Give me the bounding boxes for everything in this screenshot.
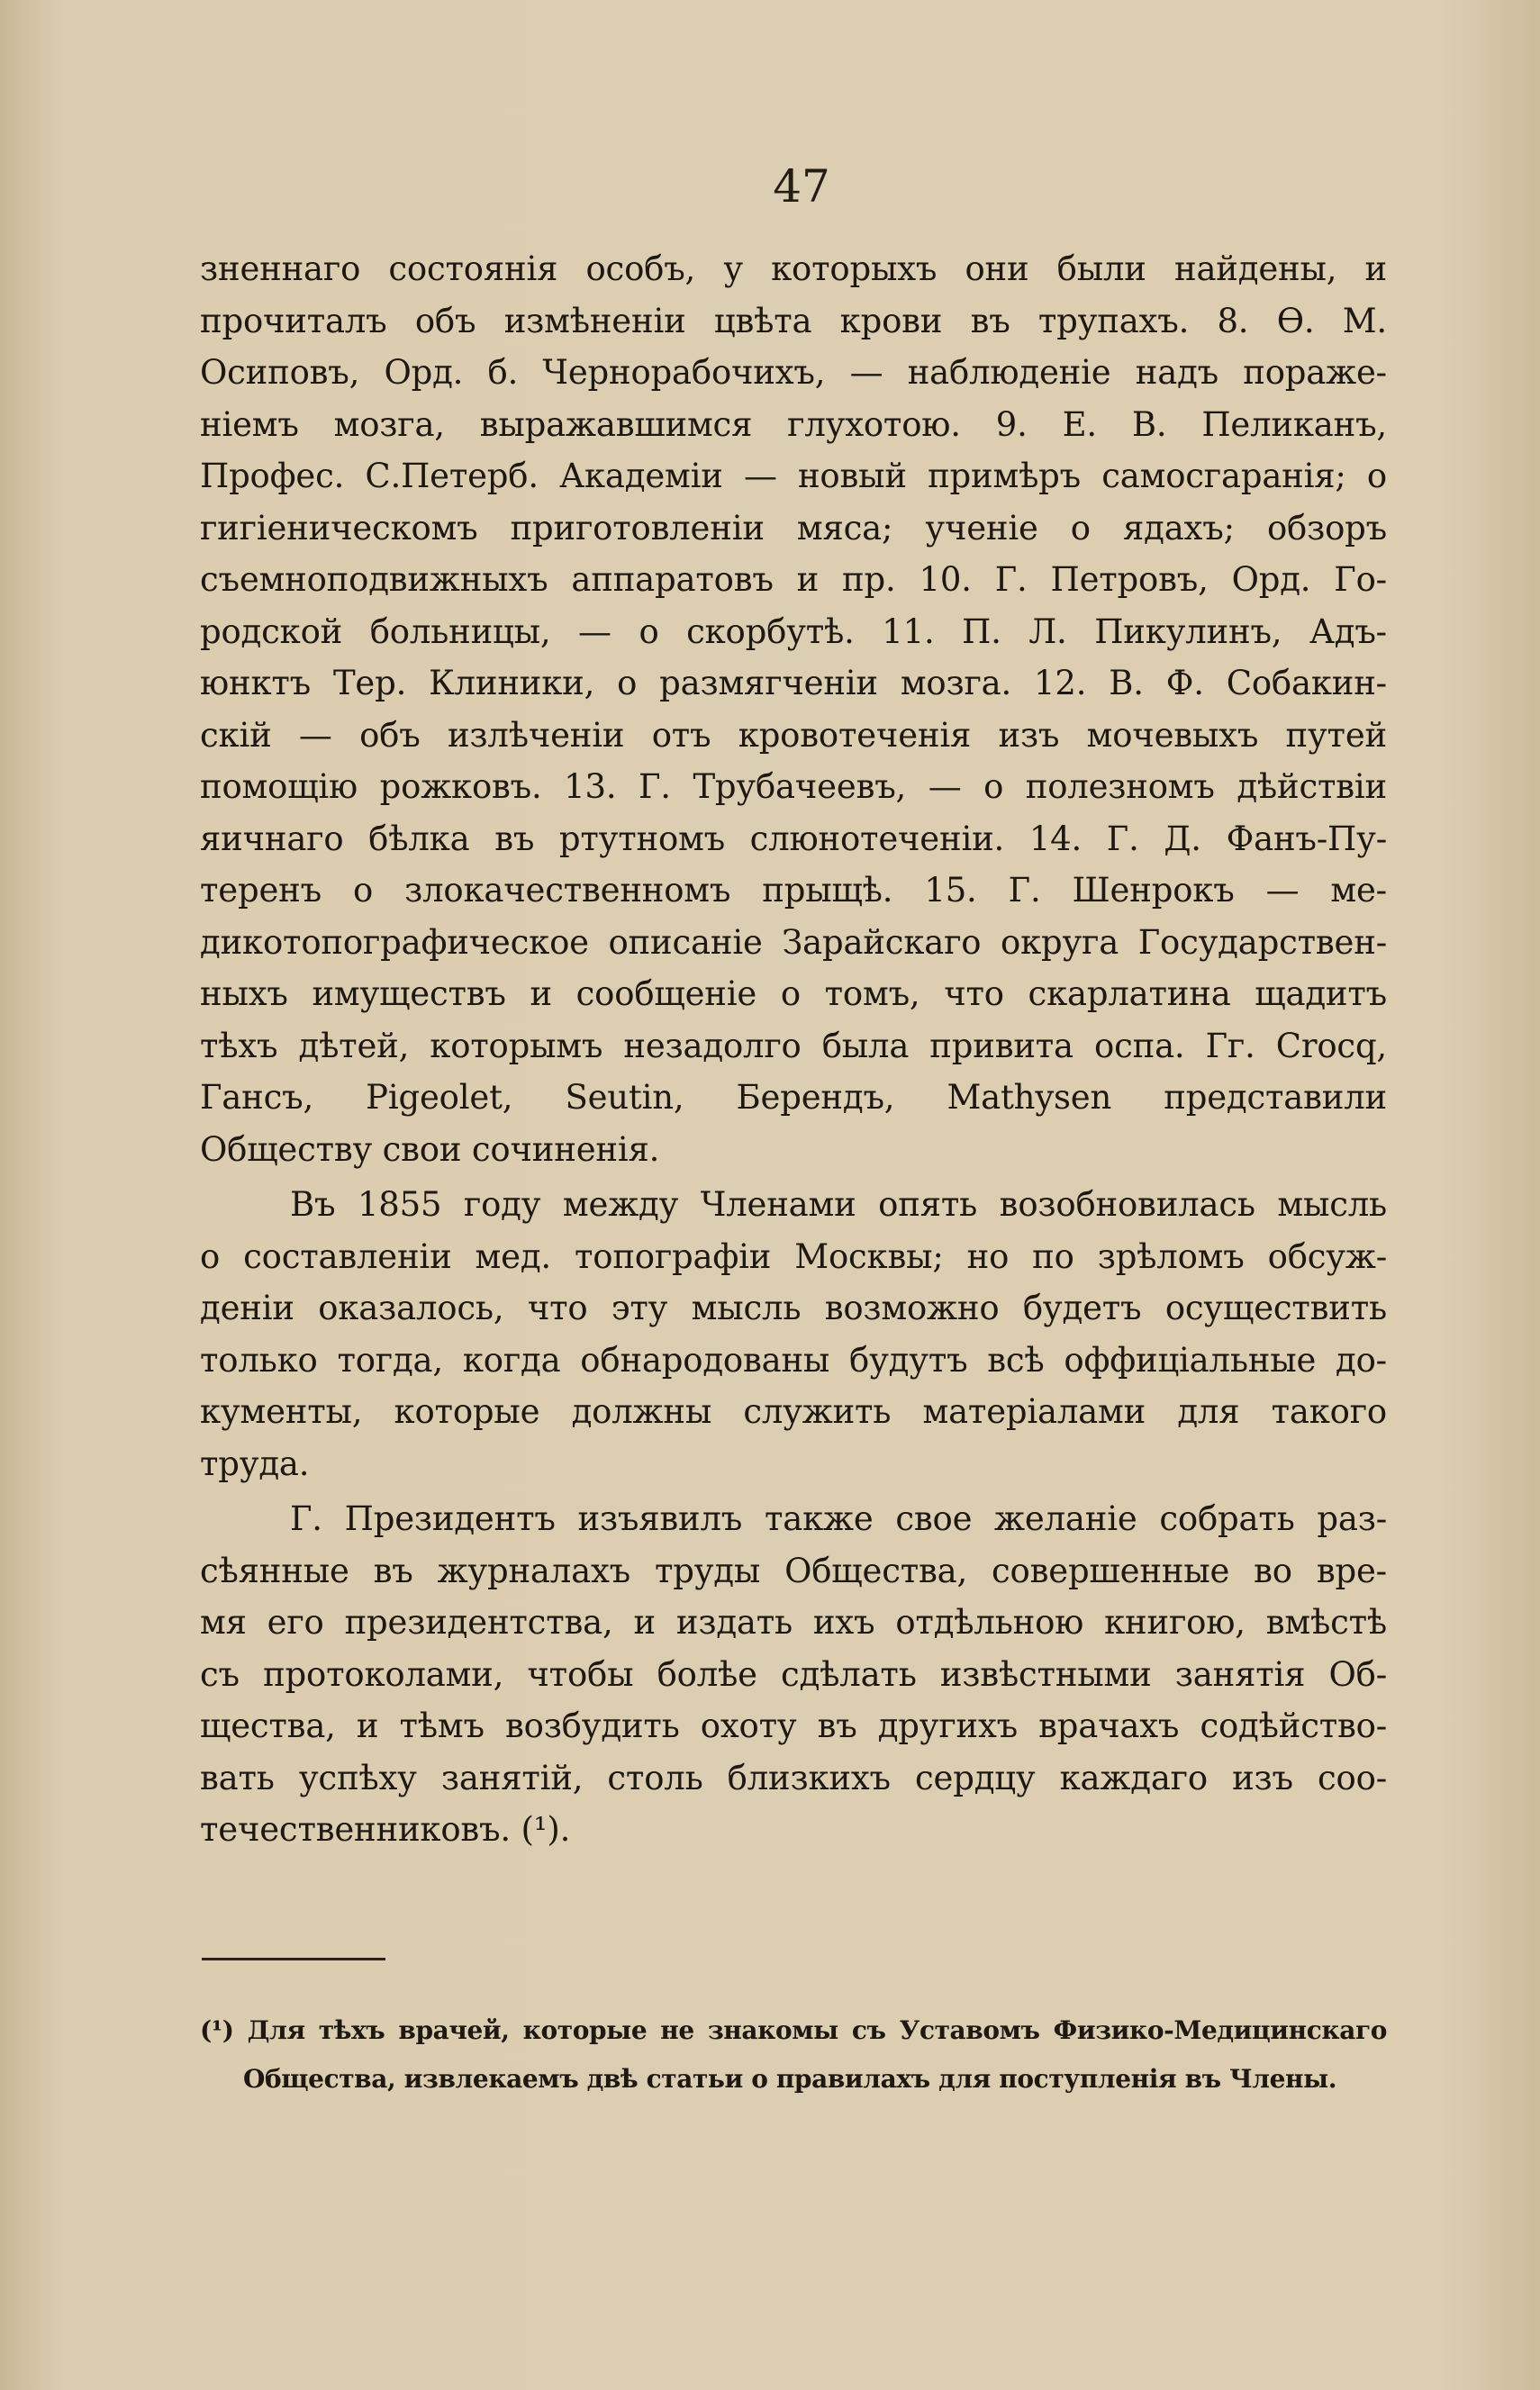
body-text — [200, 243, 1387, 1856]
text-line: сѣянные въ журналахъ труды Общества, совершенные во вре- — [200, 1551, 1387, 1590]
text-line: съемноподвижныхъ аппаратовъ и пр. 10. Г. Петровъ, Орд. Го- — [200, 560, 1387, 599]
text-line: тѣхъ дѣтей, которымъ незадолго была привита оспа. Гг. Crocq, — [200, 1026, 1387, 1065]
text-line: вать успѣху занятій, столь близкихъ сердцу каждаго изъ соо- — [200, 1758, 1387, 1797]
paragraph-1 — [200, 243, 1387, 1175]
text-line: зненнаго состоянія особъ, у которыхъ они были найдены, и — [200, 249, 1387, 288]
text-line: только тогда, когда обнародованы будутъ всѣ оффиціальные до- — [200, 1340, 1387, 1380]
text-line: Профес. С.Петерб. Академіи — новый примѣръ самосгаранія; о — [200, 457, 1387, 495]
text-line: прочиталъ объ измѣненіи цвѣта крови въ трупахъ. 8. Ѳ. М. — [200, 301, 1387, 340]
text-line: яичнаго бѣлка въ ртутномъ слюнотеченіи. 14. Г. Д. Фанъ-Пу- — [200, 819, 1387, 858]
text-line: о составленіи мед. топографіи Москвы; но по зрѣломъ обсуж- — [200, 1236, 1387, 1276]
text-line: Осиповъ, Орд. б. Чернорабочихъ, — наблюденіе надъ пораже- — [200, 353, 1387, 392]
footnote-line: (¹) Для тѣхъ врачей, которые не знакомы съ Уставомъ Физико-Медицинскаго — [200, 2015, 1387, 2045]
text-line: течественниковъ. (¹). — [200, 1810, 571, 1849]
page-number: 47 — [773, 160, 830, 213]
paragraph-2 — [200, 1179, 1387, 1489]
text-line: съ протоколами, чтобы болѣе сдѣлать извѣстными занятія Об- — [200, 1654, 1387, 1694]
text-line: гигіеническомъ приготовленіи мяса; ученіе о ядахъ; обзоръ — [200, 508, 1387, 548]
footnote-line: Общества, извлекаемъ двѣ статьи о правилахъ для поступленія въ Члены. — [243, 2064, 1337, 2094]
text-line: Обществу свои сочиненія. — [200, 1129, 660, 1169]
text-line: ныхъ имуществъ и сообщеніе о томъ, что скарлатина щадитъ — [200, 974, 1387, 1013]
text-line: Г. Президентъ изъявилъ также свое желаніе собрать раз- — [290, 1499, 1387, 1538]
text-line: дикотопографическое описаніе Зарайскаго округа Государствен- — [200, 922, 1387, 962]
text-line: мя его президентства, и издать ихъ отдѣльною книгою, вмѣстѣ — [200, 1603, 1387, 1642]
text-line: помощію рожковъ. 13. Г. Трубачеевъ, — о полезномъ дѣйствіи — [200, 767, 1387, 806]
text-line: труда. — [200, 1444, 310, 1483]
text-line: скій — объ излѣченіи отъ кровотеченія изъ мочевыхъ путей — [200, 715, 1387, 755]
footnote-divider — [202, 1958, 385, 1960]
text-line: родской больницы, — о скорбутѣ. 11. П. Л. Пикулинъ, Адъ- — [200, 611, 1387, 651]
text-line: щества, и тѣмъ возбудить охоту въ другихъ врачахъ содѣйство- — [200, 1706, 1387, 1745]
text-line: деніи оказалось, что эту мысль возможно будетъ осуществить — [200, 1289, 1387, 1327]
text-line: Въ 1855 году между Членами опять возобновилась мысль — [290, 1185, 1387, 1224]
text-line: ніемъ мозга, выражавшимся глухотою. 9. Е. В. Пеликанъ, — [200, 404, 1387, 444]
paragraph-3 — [200, 1493, 1387, 1856]
text-line: кументы, которые должны служить матеріалами для такого — [200, 1392, 1387, 1431]
text-line: теренъ о злокачественномъ прыщѣ. 15. Г. Шенрокъ — ме- — [200, 871, 1387, 910]
text-line: Гансъ, Pigeolet, Seutin, Берендъ, Mathysen представили — [200, 1078, 1387, 1117]
footnote — [200, 2006, 1387, 2104]
text-line: юнктъ Тер. Клиники, о размягченіи мозга. 12. В. Ф. Собакин- — [200, 664, 1387, 702]
